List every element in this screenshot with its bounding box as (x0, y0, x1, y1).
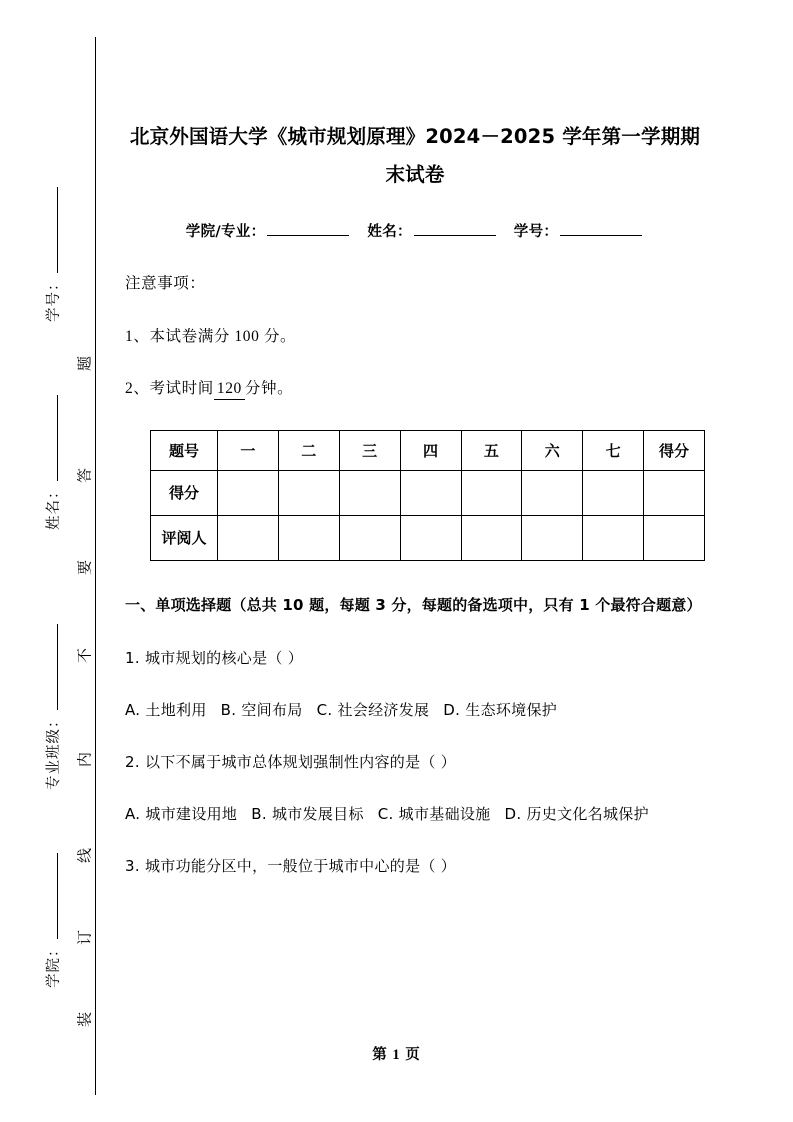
seal-notice-char: 要 (77, 560, 94, 576)
score-table-header-cell: 三 (339, 430, 400, 470)
reviewer-cell[interactable] (461, 515, 522, 560)
score-cell[interactable] (278, 470, 339, 515)
score-table-header-cell: 一 (218, 430, 279, 470)
reviewer-cell[interactable] (583, 515, 644, 560)
seal-field-student-id-label: 学号： (46, 275, 62, 322)
score-table (150, 430, 705, 561)
seal-field-class (42, 625, 63, 791)
seal-notice-char: 题 (77, 356, 94, 372)
question-1-stem: 1. 城市规划的核心是（ ） (125, 648, 304, 667)
reviewer-cell[interactable] (644, 515, 705, 560)
name-blank[interactable] (414, 222, 496, 236)
name-label: 姓名： (367, 224, 412, 240)
question-3-stem: 3. 城市功能分区中，一般位于城市中心的是（ ） (125, 856, 457, 875)
option-b[interactable]: B. 城市发展目标 (251, 804, 364, 823)
question-1-options (125, 695, 705, 725)
seal-field-college (42, 854, 63, 989)
student-info-line (125, 220, 705, 241)
student-id-blank[interactable] (560, 222, 642, 236)
exam-duration-value: 120 (214, 380, 245, 400)
notes-item-2 (125, 380, 705, 400)
reviewer-cell[interactable] (400, 515, 461, 560)
section-heading-1: 一、单项选择题（总共 10 题，每题 3 分，每题的备选项中，只有 1 个最符合题意） (125, 595, 702, 614)
option-c[interactable]: C. 城市基础设施 (377, 804, 491, 823)
score-row-label: 评阅人 (151, 515, 218, 560)
score-table-header-cell: 六 (522, 430, 583, 470)
notes-item-1: 1、本试卷满分 100 分。 (125, 327, 297, 345)
score-table-header-cell: 四 (400, 430, 461, 470)
question-2-stem: 2. 以下不属于城市总体规划强制性内容的是（ ） (125, 752, 457, 771)
seal-notice-char: 线 (77, 848, 94, 864)
seal-notice-char: 内 (77, 752, 94, 768)
reviewer-cell[interactable] (278, 515, 339, 560)
option-a[interactable]: A. 土地利用 (125, 700, 207, 719)
score-table-header-cell: 二 (278, 430, 339, 470)
score-row-label: 得分 (151, 470, 218, 515)
score-cell[interactable] (461, 470, 522, 515)
seal-notice-char: 订 (77, 930, 94, 946)
table-row (151, 430, 705, 470)
student-id-label: 学号： (513, 224, 559, 240)
score-table-header-cell: 五 (461, 430, 522, 470)
score-cell[interactable] (218, 470, 279, 515)
college-major-label: 学院/专业： (185, 224, 266, 240)
option-c[interactable]: C. 社会经济发展 (316, 700, 430, 719)
seal-field-class-label: 专业班级： (46, 712, 62, 790)
seal-notice-char: 答 (77, 468, 94, 484)
table-row (151, 515, 705, 560)
notes-item-2-prefix: 2、考试时间 (125, 380, 214, 398)
seal-notice-char: 不 (77, 648, 94, 664)
reviewer-cell[interactable] (339, 515, 400, 560)
score-cell[interactable] (339, 470, 400, 515)
reviewer-cell[interactable] (218, 515, 279, 560)
score-table-header-cell: 题号 (151, 430, 218, 470)
score-cell[interactable] (644, 470, 705, 515)
option-a[interactable]: A. 城市建设用地 (125, 804, 238, 823)
seal-notice-char: 装 (77, 1012, 94, 1028)
score-cell[interactable] (400, 470, 461, 515)
seal-field-college-rule (45, 854, 58, 940)
option-d[interactable]: D. 生态环境保护 (443, 700, 558, 719)
seal-field-name-label: 姓名： (46, 483, 62, 530)
score-table-header-cell: 得分 (644, 430, 705, 470)
reviewer-cell[interactable] (522, 515, 583, 560)
seal-field-student-id-rule (45, 188, 58, 274)
score-cell[interactable] (583, 470, 644, 515)
college-major-blank[interactable] (267, 222, 349, 236)
exam-content (125, 0, 705, 881)
notes-heading: 注意事项： (125, 275, 206, 292)
page-title: 北京外国语大学《城市规划原理》2024－2025 学年第一学期期末试卷 (129, 125, 701, 186)
option-b[interactable]: B. 空间布局 (220, 700, 303, 719)
seal-field-college-label: 学院： (46, 941, 62, 988)
sealing-line-notice (66, 0, 106, 1122)
sealing-line-fields (24, 0, 64, 1122)
seal-field-name (42, 396, 63, 531)
question-2-options (125, 799, 705, 829)
score-cell[interactable] (522, 470, 583, 515)
seal-field-student-id (42, 188, 63, 323)
seal-field-class-rule (45, 625, 58, 711)
page-footer: 第 1 页 (372, 1047, 421, 1063)
score-table-header-cell: 七 (583, 430, 644, 470)
table-row (151, 470, 705, 515)
option-d[interactable]: D. 历史文化名城保护 (504, 804, 649, 823)
seal-field-name-rule (45, 396, 58, 482)
notes-item-2-suffix: 分钟。 (244, 380, 294, 398)
